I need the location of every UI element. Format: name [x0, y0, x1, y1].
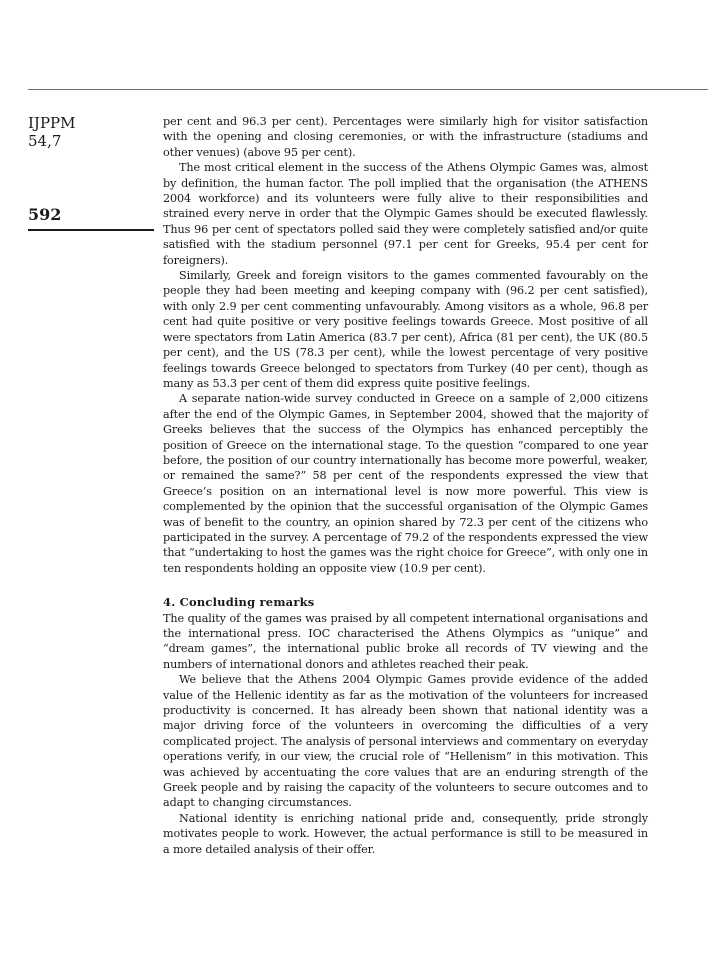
- paragraph: The most critical element in the success of the Athens Olympic Games was, almost by definition, the human factor. The poll implied that the organisation (the ATHENS 2004 workforce) and its volunteers were fully alive to their responsibilities and strained every nerve in order that the Olympic Games should be executed flawlessly. Thus 96 per cent of spectators polled said they were completely satisfied and/or quite satisfied with the stadium personnel (97.1 per cent for Greeks, 95.4 per cent for foreigners).: [163, 161, 648, 267]
- margin-column: [28, 114, 154, 224]
- paragraph: National identity is enriching national pride and, consequently, pride strongly motivates people to work. However, the actual performance is still to be measured in a more detailed analysis of their offer.: [163, 811, 648, 856]
- journal-abbreviation: IJPPM: [28, 114, 76, 132]
- header-rule: [28, 89, 708, 90]
- paragraph: The quality of the games was praised by all competent international organisations and the international press. IOC characterised the Athens Olympics as “unique” and “dream games”, the international public broke all records of TV viewing and the numbers of international donors and athletes reached their peak.: [163, 611, 648, 671]
- section-heading: 4. Concluding remarks: [163, 595, 315, 610]
- volume-issue: 54,7: [28, 132, 62, 150]
- paragraph: We believe that the Athens 2004 Olympic Games provide evidence of the added value of the Hellenic identity as far as the motivation of the volunteers for increased productivity is concerned. It has already been shown that national identity was a major driving force of the volunteers in overcoming the difficulties of a very complicated project. The analysis of personal interviews and commentary on everyday operations verify, in our view, the crucial role of “Hellenism” in this motivation. This was achieved by accentuating the core values that are an enduring strength of the Greek people and by raising the capacity of the volunteers to secure outcomes and to adapt to changing circumstances.: [163, 673, 648, 810]
- main-text: [163, 114, 648, 857]
- page-number-rule: [28, 229, 154, 231]
- page-number: 592: [28, 205, 62, 224]
- paragraph: per cent and 96.3 per cent). Percentages were similarly high for visitor satisfaction with the opening and closing ceremonies, or with the infrastructure (stadiums and other venues) (above 95 per cent).: [163, 115, 648, 159]
- paragraph: A separate nation-wide survey conducted in Greece on a sample of 2,000 citizens after the end of the Olympic Games, in September 2004, showed that the majority of Greeks believes that the success of the Olympics has enhanced perceptibly the position of Greece on the international stage. To the question “compared to one year before, the position of our country internationally has become more powerful, weaker, or remained the same?” 58 per cent of the respondents expressed the view that Greece’s position on an international level is now more powerful. This view is complemented by the opinion that the successful organisation of the Olympic Games was of benefit to the country, an opinion shared by 72.3 per cent of the citizens who participated in the survey. A percentage of 79.2 of the respondents expressed the view that “undertaking to host the games was the right choice for Greece”, with only one in ten respondents holding an opposite view (10.9 per cent).: [163, 392, 648, 575]
- paragraph: Similarly, Greek and foreign visitors to the games commented favourably on the people they had been meeting and keeping company with (96.2 per cent satisfied), with only 2.9 per cent commenting unfavourably. Among visitors as a whole, 96.8 per cent had quite positive or very positive feelings towards Greece. Most positive of all were spectators from Latin America (83.7 per cent), Africa (81 per cent), the UK (80.5 per cent), and the US (78.3 per cent), while the lowest percentage of very positive feelings towards Greece belonged to spectators from Turkey (40 per cent), though as many as 53.3 per cent of them did express quite positive feelings.: [163, 269, 648, 390]
